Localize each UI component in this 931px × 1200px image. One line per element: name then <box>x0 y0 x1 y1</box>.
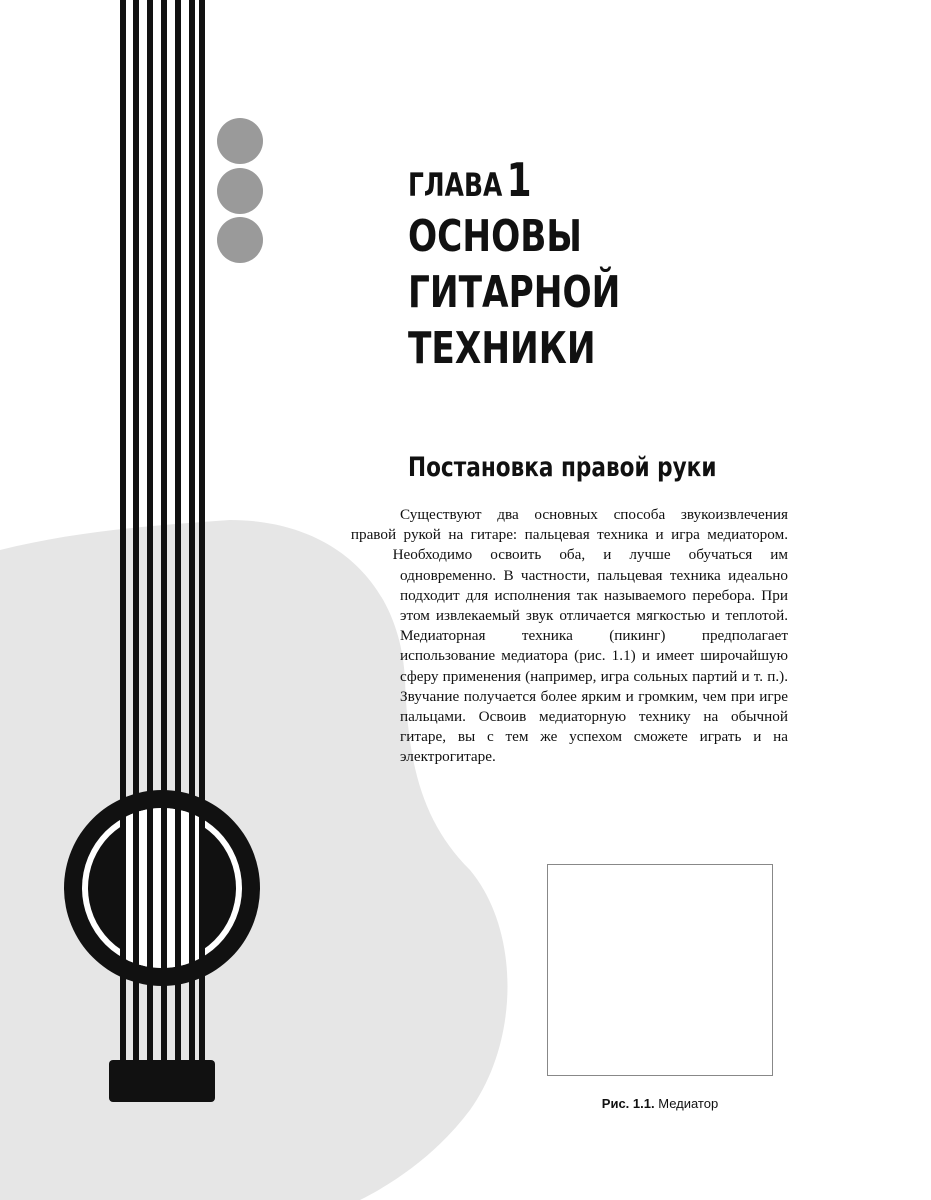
chapter-title <box>408 209 782 377</box>
figure-frame <box>547 864 773 1076</box>
body-paragraph <box>300 505 788 845</box>
chapter-label: ГЛАВА <box>408 166 503 204</box>
chapter-title-line-2: ТЕХНИКИ <box>408 323 596 374</box>
section-title: Постановка правой руки <box>408 452 717 483</box>
chapter-number: 1 <box>506 153 532 207</box>
body-paragraph-text: Существуют два основных способа звукоизвлечения правой рукой на гитаре: пальцевая техника и игра медиатором. Необходимо освоить оба, и лучше обучаться им одновременно. В частности, пальцевая техника идеально подходит для исполнения так называемого перебора. При этом извлекаемый звук отличается мягкостью и теплотой. Медиаторная техника (пикинг) предполагает использование медиатора (рис. 1.1) и имеет широчайшую сферу применения (например, игра сольных партий и т. п.). Звучание получается более ярким и громким, чем при игре пальцами. Освоив медиаторную технику на обычной гитаре, вы с тем же успехом сможете играть и на электрогитаре. <box>350 506 788 766</box>
fret-dot <box>217 118 263 164</box>
fret-dot <box>217 217 263 263</box>
text-wrap-shape <box>300 505 400 845</box>
caption-label: Рис. 1.1. <box>601 1096 655 1111</box>
guitar-bridge <box>109 1060 215 1102</box>
figure-caption <box>547 1096 773 1111</box>
fret-dot <box>217 168 263 214</box>
caption-text: Медиатор <box>658 1096 719 1111</box>
chapter-title-line-1: ОСНОВЫ ГИТАРНОЙ <box>408 211 621 318</box>
chapter-heading <box>408 153 782 377</box>
chapter-label-line <box>408 153 782 207</box>
